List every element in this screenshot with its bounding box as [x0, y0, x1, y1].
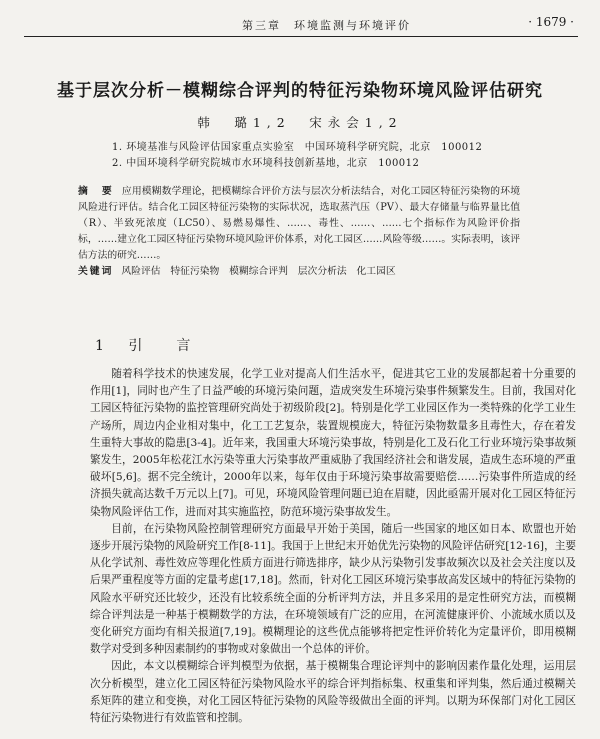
body-paragraph: 随着科学技术的快速发展，化学工业对提高人们生活水平，促进其它工业的发展都起着十分重要的作用[1]，同时也产生了日益严峻的环境污染问题，造成突发生环境污染事件频繁发生。目前，我国对化工园区特征污染物的监控管理研究尚处于初级阶段[2]。特别是化学工业园区作为一类特殊的化学工业生产场所，周边内企业相对集中，化工工艺复杂，装置规模庞大，特征污染物数量多且毒性大，存在着发生重特大事故的隐患[3-4]。近年来，我国重大环境污染事故，特别是化工及石化工行业环境污染事故频繁发生，2005年松花江水污染等重大污染事故严重威胁了我国经济社会和谐发展，造成生态环境的严重破坏[5,6]。据不完全统计，2000年以来，每年仅由于环境污染事故需要赔偿……污染事件所造成的经济损失就高达数千万元以上[7]。可见，环境风险管理问题已迫在眉睫，因此亟需开展对化工园区特征污染物风险评估工作，进而对其实施监控，防范环境污染事故发生。	[90, 368, 576, 518]
affiliation-1: 1. 环境基准与风险评估国家重点实验室 中国环境科学研究院，北京 100012	[112, 142, 483, 153]
abstract	[78, 184, 520, 264]
keywords-label: 关键词	[78, 266, 114, 277]
section-title: 引 言	[128, 338, 201, 354]
section-number: 1	[95, 338, 114, 354]
page-header	[24, 8, 578, 37]
body-paragraph: 因此，本文以模糊综合评判模型为依据，基于模糊集合理论评判中的影响因素作量化处理，运用层次分析模型，建立化工园区特征污染物风险水平的综合评判指标集、权重集和评判集，然后通过模糊关系矩阵的建立和变换，对化工园区特征污染物的风险等级做出全面的评判。以期为环保部门对化工园区特征污染物进行有效监管和控制。	[90, 660, 576, 725]
keywords	[78, 264, 520, 280]
page-number: · 1679 ·	[528, 15, 574, 29]
section-heading	[95, 335, 200, 355]
running-title: 第三章 环境监测与环境评价	[242, 19, 411, 32]
abstract-label: 摘 要	[78, 186, 114, 197]
paper-title: 基于层次分析－模糊综合评判的特征污染物环境风险评估研究	[57, 81, 543, 101]
body-text	[90, 366, 576, 727]
body-paragraph: 目前，在污染物风险控制管理研究方面最早开始于美国，随后一些国家的地区如日本、欧盟也开始逐步开展污染物的风险研究工作[8-11]。我国于上世纪末开始优先污染物的风险评估研究[12-16]，主要从化学试剂、毒性效应等理化性质方面进行筛选排序，缺少从污染物引发事故频次以及社会关注度以及后果严重程度等方面的定量考虑[17,18]。然而，针对化工园区环境污染事故高发区域中的特征污染物的风险水平研究还比较少，还没有比较系统全面的分析评判方法，并且多采用的是定性研究方法，而模糊综合评判法是一种基于模糊数学的方法，在环境领域有广泛的应用，在河流健康评价、小流域水质以及变化研究方面均有相关报道[7,19]。模糊理论的这些优点能够将把定性评价转化为定量评价，即用模糊数学对受到多种因素制约的事物或对象做出一个总体的评价。	[90, 522, 576, 656]
authors: 韩 璐1,2 宋永会1,2	[197, 115, 403, 130]
keywords-text: 风险评估 特征污染物 模糊综合评判 层次分析法 化工园区	[121, 266, 396, 277]
abstract-block	[78, 184, 520, 280]
abstract-text: 应用模糊数学理论，把模糊综合评价方法与层次分析法结合，对化工园区特征污染物的环境风险进行评估。结合化工园区特征污染物的实际状况，选取蒸汽压（PV）、最大存储量与临界量比值（R）、半致死浓度（LC50）、易燃易爆性、……、毒性、……、……七个指标作为风险评价指标，……建立化工园区特征污染物环境风险评价体系，对化工园区……风险等级……。实际表明，该评估方法的研究……。	[78, 186, 521, 261]
affiliation-2: 2. 中国环境科学研究院城市水环境科技创新基地，北京 100012	[112, 158, 420, 169]
